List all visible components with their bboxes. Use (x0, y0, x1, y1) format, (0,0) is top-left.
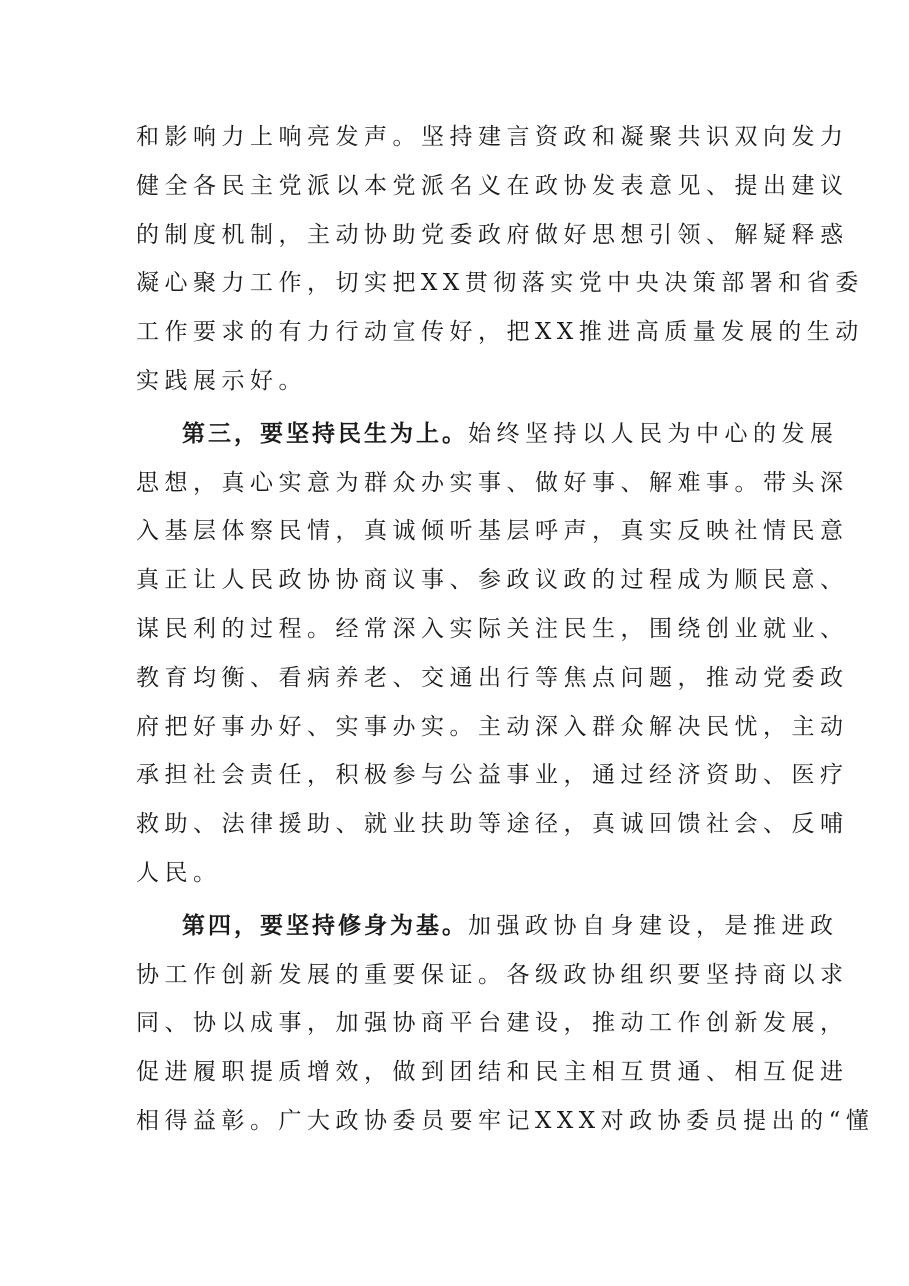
text-span: 始终坚持以人民为中心的发展 (468, 420, 839, 447)
paragraph-continuation (136, 113, 864, 406)
text-line: 的制度机制，主动协助党委政府做好思想引领、解疑释惑 (136, 221, 849, 248)
text-line: 相得益彰。广大政协委员要牢记XXX对政协委员提出的“懂 (136, 1107, 875, 1134)
text-line: 和影响力上响亮发声。坚持建言资政和凝聚共识双向发力 (136, 124, 849, 150)
text-line: 协工作创新发展的重要保证。各级政协组织要坚持商以求 (136, 961, 849, 988)
text-line: 入基层体察民情，真诚倾听基层呼声，真实反映社情民意 (136, 518, 849, 545)
text-line: 承担社会责任，积极参与公益事业，通过经济资助、医疗 (136, 762, 849, 789)
text-line: 救助、法律援助、就业扶助等途径，真诚回馈社会、反哺 (136, 811, 849, 838)
text-line: 真正让人民政协协商议事、参政议政的过程成为顺民意、 (136, 567, 849, 594)
text-line (136, 902, 839, 951)
section-heading: 第四，要坚持修身为基。 (182, 911, 468, 939)
text-line (136, 410, 839, 459)
text-line: 思想，真心实意为群众办实事、做好事、解难事。带头深 (136, 469, 849, 496)
text-line: 实践展示好。 (136, 367, 307, 394)
text-line: 同、协以成事，加强协商平台建设，推动工作创新发展， (136, 1010, 849, 1037)
section-heading: 第三，要坚持民生为上。 (182, 419, 468, 447)
text-line: 健全各民主党派以本党派名义在政协发表意见、提出建议 (136, 172, 849, 199)
text-span: 加强政协自身建设，是推进政 (468, 912, 839, 939)
text-line: 人民。 (136, 859, 222, 886)
document-body (136, 113, 875, 1146)
text-line: 工作要求的有力行动宣传好，把XX推进高质量发展的生动 (136, 319, 864, 346)
text-line: 教育均衡、看病养老、交通出行等焦点问题，推动党委政 (136, 664, 849, 691)
text-line: 谋民利的过程。经常深入实际关注民生，围绕创业就业、 (136, 615, 849, 642)
text-line: 促进履职提质增效，做到团结和民主相互贯通、相互促进 (136, 1059, 849, 1086)
text-line: 凝心聚力工作，切实把XX贯彻落实党中央决策部署和省委 (136, 270, 864, 297)
paragraph-self-cultivation (136, 902, 875, 1146)
paragraph-livelihood (136, 410, 849, 898)
text-line: 府把好事办好、实事办实。主动深入群众解决民忧，主动 (136, 713, 849, 740)
